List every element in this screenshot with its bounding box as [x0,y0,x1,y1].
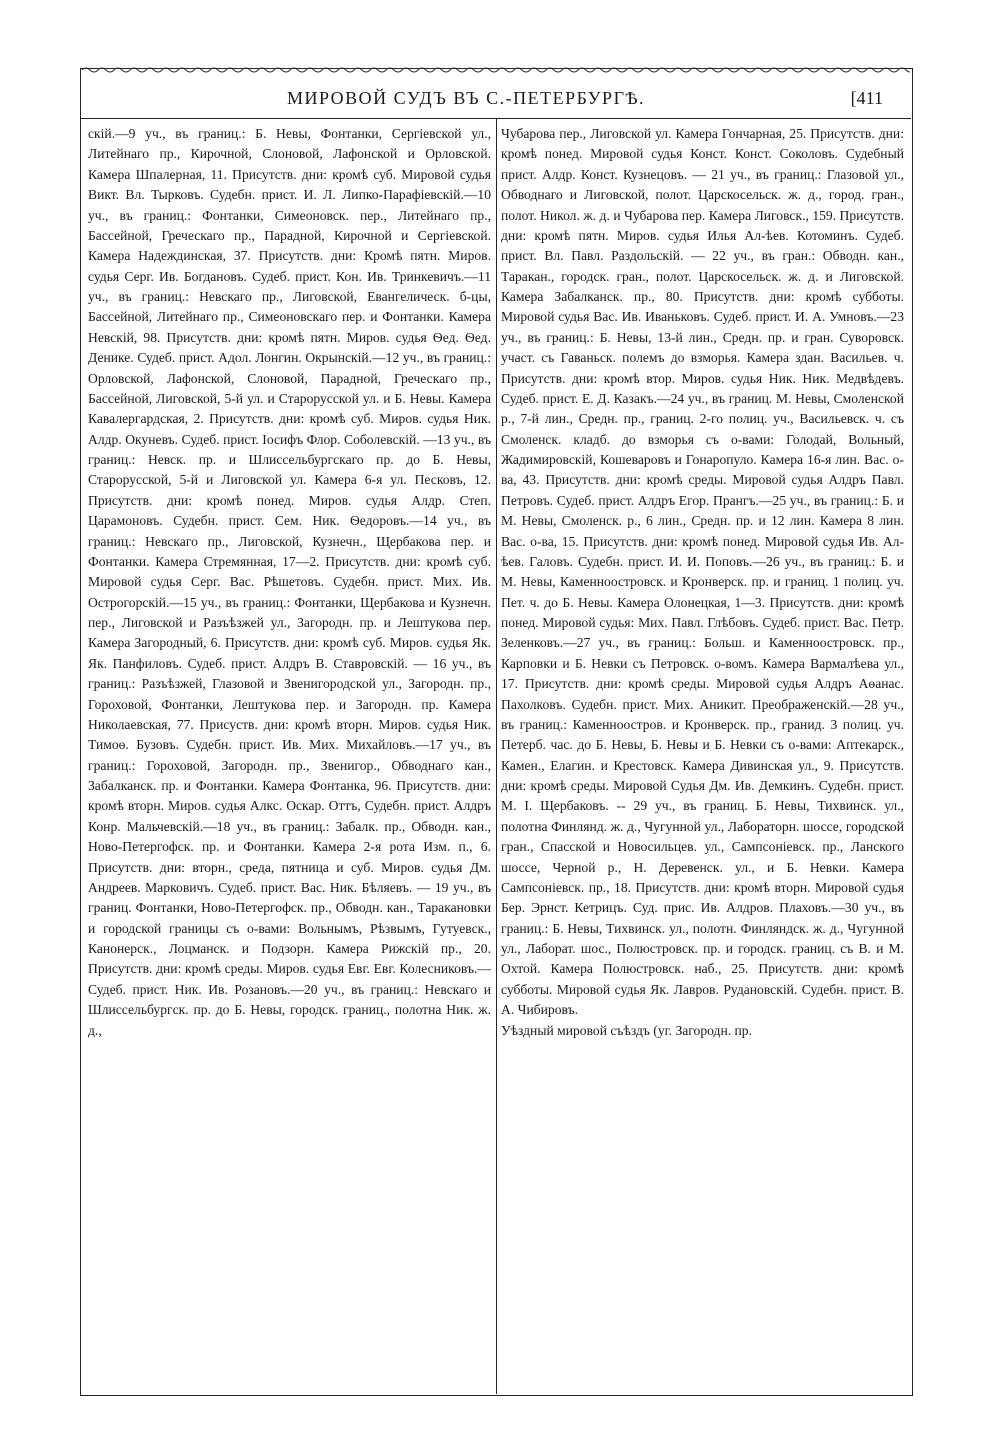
column-divider [496,119,497,1394]
left-column-text: скій.—9 уч., въ границ.: Б. Невы, Фонтанки, Сергіевской ул., Литейнаго пр., Кирочной, Слоновой, Лафонской и Орловской. Камера Шпалерная, 11. Присутств. дни: кромѣ суб. Мировой судья Викт. Вл. Тырковъ. Судебн. прист. И. Л. Липко-Парафіевскій.—10 уч., въ границ.: Фонтанки, Симеоновск. пер., Литейнаго пр., Бассейной, Греческаго пр., Парадной, Кирочной и Сергіевской. Камера Надеждинская, 37. Присутств. дни: Кромѣ пятн. Миров. судья Серг. Ив. Богдановъ. Судеб. прист. Кон. Ив. Тринкевичъ.—11 уч., въ границ.: Невскаго пр., Лиговской, Евангелическ. б-цы, Бассейной, Литейнаго пр., Симеоновскаго пер. и Фонтанки. Камера Невскій, 98. Присутств. дни: кромѣ пятн. Миров. судья Ѳед. Ѳед. Денике. Судеб. прист. Адол. Лонгин. Окрынскій.—12 уч., въ границ.: Орловской, Лафонской, Слоновой, Парадной, Греческаго пр., Бассейной, Лиговской, 5-й ул. и Старорусской ул. и Б. Невы. Камера Кавалергардская, 2. Присутств. дни: кромѣ суб. Миров. судья Ник. Алдр. Окуневъ. Судеб. прист. Іосифъ Флор. Соболевскій. —13 уч., въ границ.: Невск. пр. и Шлиссельбургскаго пр. до Б. Невы, Старорусской, 5-й и Лиговской ул. Камера 6-я ул. Песковъ, 12. Присутств. дни: кромѣ понед. Миров. судья Алдр. Степ. Царамоновъ. Судебн. прист. Сем. Ник. Ѳедоровъ.—14 уч., въ границ.: Невскаго пр., Лиговской, Кузнечн., Щербакова пер. и Фонтанки. Камера Стремянная, 17—2. Присутств. дни: кромѣ суб. Мировой судья Серг. Вас. Рѣшетовъ. Судебн. прист. Мих. Ив. Острогорскій.—15 уч., въ границ.: Фонтанки, Щербакова и Кузнечн. пер., Лиговской и Разъѣзжей ул., Загородн. пр. и Лештукова пер. Камера Загородный, 6. Присутств. дни: кромѣ суб. Миров. судья Як. Як. Панфиловъ. Судеб. прист. Алдръ В. Ставровскій. — 16 уч., въ границ.: Разъѣзжей, Глазовой и Звенигородской ул., Загородн. пр., Гороховой, Фонтанки, Лештукова пер. и Загородн. пр. Камера Николаевская, 77. Присуств. дни: кромѣ вторн. Миров. судья Ник. Тимоѳ. Бузовъ. Судебн. прист. Ив. Мих. Михайловъ.—17 уч., въ границ.: Гороховой, Загородн. пр., Звенигор., Обводнаго кан., Забалканск. пр. и Фонтанки. Камера Фонтанка, 96. Присутств. дни: кромѣ вторн. Миров. судья Алкс. Оскар. Оттъ, Судебн. прист. Алдръ Конр. Мальчевскій.—18 уч., въ границ.: Забалк. пр., Обводн. кан., Ново-Петергофск. пр. и Фонтанки. Камера 2-я рота Изм. п., 6. Присутств. дни: вторн., среда, пятница и суб. Миров. судья Дм. Андреев. Марковичъ. Судеб. прист. Вас. Ник. Бѣляевъ. — 19 уч., въ границ. Фонтанки, Ново-Петергофск. пр., Обводн. кан., Таракановки и городской границы съ о-вами: Вольнымъ, Рѣзвымъ, Гутуевск., Канонерск., Лоцманск. и Подзорн. Камера Рижскій пр., 20. Присутств. дни: кромѣ среды. Миров. судья Евг. Евг. Колесниковъ.—Судеб. прист. Ник. Ив. Розановъ.—20 уч., въ границ.: Невскаго и Шлиссельбургск. пр. до Б. Невы, городск. границ., полотна Ник. ж. д., [88,126,491,1038]
right-column [501,124,904,1041]
left-column [88,124,491,1041]
right-column-text: Чубарова пер., Лиговской ул. Камера Гончарная, 25. Присутств. дни: кромѣ понед. Мировой судья Конст. Конст. Соколовъ. Судебный прист. Алдр. Конст. Кузнецовъ. — 21 уч., въ границ.: Глазовой ул., Обводнаго и Лиговской, полот. Царскосельск. ж. д., город. гран., полот. Никол. ж. д. и Чубарова пер. Камера Лиговск., 159. Присутств. дни: кромѣ пятн. Миров. судья Илья Ал-ѣев. Котоминъ. Судеб. прист. Вл. Павл. Раздольскій. — 22 уч., въ гран.: Обводн. кан., Таракан., городск. гран., полот. Царскосельск. ж. д. и Лиговской. Камера Забалканск. пр., 80. Присутств. дни: кромѣ субботы. Мировой судья Вас. Ив. Иваньковъ. Судеб. прист. И. А. Умновъ.—23 уч., въ границ.: Б. Невы, 13-й лин., Средн. пр. и гран. Суворовск. участ. съ Гаваньск. полемъ до взморья. Камера здан. Васильев. ч. Присутств. дни: кромѣ втор. Миров. судья Ник. Ник. Медвѣдевъ. Судеб. прист. Е. Д. Казакъ.—24 уч., въ границ. М. Невы, Смоленской р., 7-й лин., Средн. пр., границ. 2-го полиц. уч., Васильевск. ч. съ Смоленск. кладб. до взморья съ о-вами: Голодай, Вольный, Жадимировскій, Кошеваровъ и Гонаропуло. Камера 16-я лин. Вас. о-ва, 43. Присутств. дни: кромѣ среды. Мировой судья Алдръ Павл. Петровъ. Судеб. прист. Алдръ Егор. Прангъ.—25 уч., въ границ.: Б. и М. Невы, Смоленск. р., 6 лин., Средн. пр. и 12 лин. Камера 8 лин. Вас. о-ва, 15. Присутств. дни: кромѣ понед. Мировой судья Ив. Ал-ѣев. Галовъ. Судебн. прист. И. И. Поповъ.—26 уч., въ границ.: Б. и М. Невы, Каменноостровск. и Кронверск. пр. и границ. 1 полиц. уч. Пет. ч. до Б. Невы. Камера Олонецкая, 1—3. Присутств. дни: кромѣ понед. Мировой судья: Мих. Павл. Глѣбовъ. Судеб. прист. Вас. Петр. Зеленковъ.—27 уч., въ границ.: Больш. и Каменноостровск. пр., Карповки и Б. Невки съ Петровск. о-вомъ. Камера Вармалѣева ул., 17. Присутств. дни: кромѣ среды. Мировой судья Алдръ Аѳанас. Пахолковъ. Судебн. прист. Мих. Аникит. Преображенскій.—28 уч., въ границ.: Каменноостров. и Кронверск. пр., гранид. 3 полиц. уч. Петерб. час. до Б. Невы, Б. Невы и Б. Невки съ о-вами: Аптекарск., Камен., Елагин. и Крестовск. Камера Дивинская ул., 9. Присутств. дни: кромѣ среды. Мировой Судья Дм. Ив. Демкинъ. Судебн. прист. М. І. Щербаковъ. -- 29 уч., въ границ. Б. Невы, Тихвинск. ул., полотна Финлянд. ж. д., Чугунной ул., Лабораторн. шоссе, городской гран., Спасской и Новосильцев. ул., Сампсоніевск. пр., Ланского шоссе, Черной р., Н. Деревенск. ул., и Б. Невки. Камера Сампсоніевск. пр., 18. Присутств. дни: кромѣ вторн. Мировой судья Бер. Эрнст. Кетрицъ. Суд. прис. Ив. Алдров. Плаховъ.—30 уч., въ границ.: Б. Невы, Тихвинск. ул., полотн. Финляндск. ж. д., Чугунной ул., Лаборат. шос., Полюстровск. пр. и городск. границ. съ В. и М. Охтой. Камера Полюстровск. наб., 25. Присутств. дни: кромѣ субботы. Мировой судья Як. Лавров. Рудановскій. Судебн. прист. В. А. Чибировъ. [501,126,904,1018]
page-title: МИРОВОЙ СУДЪ ВЪ С.-ПЕТЕРБУРГѢ. [286,88,646,108]
page-number: [411 [850,88,883,108]
running-header [81,88,911,114]
right-column-final-line: Уѣздный мировой съѣздъ (уг. Загородн. пр. [501,1022,753,1038]
